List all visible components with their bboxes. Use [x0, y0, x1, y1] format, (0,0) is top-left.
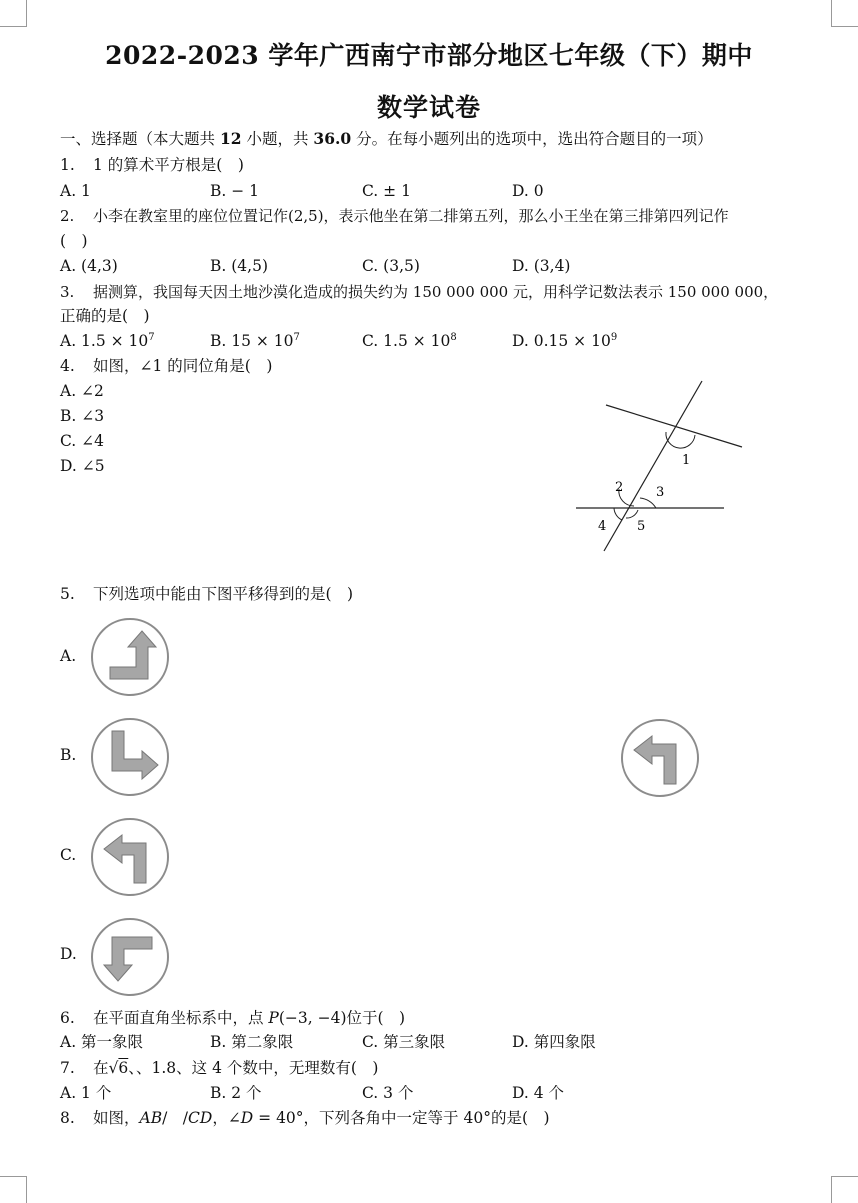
q3-option-a: A. $1.5 \times 10^7$ [60, 332, 155, 350]
question-7: 7. 在√6、、1.8、这 4 个数中，无理数有( ) [60, 1059, 379, 1077]
angle-label-5: 5 [637, 519, 646, 534]
angle-5-arc [626, 510, 638, 518]
q5-option-a-label: A. [60, 647, 77, 665]
question-3-continued: 正确的是( ) [60, 307, 150, 325]
question-2: 2. 小李在教室里的座位位置记作(2,5)，表示他坐在第二排第五列，那么小王坐在第三排第四列记作 [60, 207, 729, 225]
q7-option-d: D. 4 个 [512, 1084, 565, 1102]
q7-option-c: C. 3 个 [362, 1084, 414, 1102]
angle-1-arc [666, 432, 695, 448]
angle-4-arc [614, 508, 622, 520]
q4-option-a: A. ∠2 [60, 382, 104, 400]
q4-option-c: C. ∠4 [60, 432, 105, 450]
q5-option-c-label: C. [60, 846, 77, 864]
angle-label-4: 4 [598, 519, 607, 534]
q2-option-c: C. (3,5) [362, 257, 420, 275]
q5-reference-arrow-icon [620, 718, 700, 798]
q1-option-a: A. 1 [60, 182, 91, 200]
question-5: 5. 下列选项中能由下图平移得到的是( ) [60, 585, 354, 603]
q5-option-d-arrow-icon [90, 917, 170, 997]
question-3: 3. 据测算，我国每天因土地沙漠化造成的损失约为 150 000 000 元，用科学记数法表示 150 000 000， [60, 283, 779, 301]
q2-option-d: D. (3,4) [512, 257, 571, 275]
exam-title: 2022-2023 学年广西南宁市部分地区七年级（下）期中 [105, 41, 753, 70]
crop-mark-top-right [831, 0, 858, 27]
q3-option-d: D. $0.15 \times 10^9$ [512, 332, 618, 350]
question-4: 4. 如图，∠1 的同位角是( ) [60, 357, 273, 375]
angle-label-1: 1 [682, 453, 691, 468]
angle-label-2: 2 [615, 480, 624, 495]
crop-mark-top-left [0, 0, 27, 27]
section-header: 一、选择题（本大题共 12 小题，共 36.0 分。在每小题列出的选项中，选出符合题目的一项） [60, 129, 713, 148]
q7-option-a: A. 1 个 [60, 1084, 112, 1102]
q3-option-c: C. $1.5 \times 10^8$ [362, 332, 457, 350]
q4-option-d: D. ∠5 [60, 457, 105, 475]
q1-option-c: C. ± 1 [362, 182, 411, 200]
q5-option-c-arrow-icon [90, 817, 170, 897]
q1-option-b: B. − 1 [210, 182, 260, 200]
question-6: 6. 在平面直角坐标系中，点 𝑃(−3, −4)位于( ) [60, 1009, 406, 1027]
q5-option-b-label: B. [60, 746, 77, 764]
q5-option-a-arrow-icon [90, 617, 170, 697]
q6-option-b: B. 第二象限 [210, 1033, 294, 1051]
exam-subtitle: 数学试卷 [376, 93, 481, 122]
q4-angle-figure [570, 375, 750, 555]
question-2-continued: ( ) [60, 232, 88, 250]
angle-3-arc [640, 498, 656, 508]
q5-option-b-arrow-icon [90, 717, 170, 797]
q2-option-b: B. (4,5) [210, 257, 268, 275]
q6-option-a: A. 第一象限 [60, 1033, 144, 1051]
q6-option-c: C. 第三象限 [362, 1033, 446, 1051]
angle-label-3: 3 [656, 485, 665, 500]
q7-option-b: B. 2 个 [210, 1084, 262, 1102]
q5-option-d-label: D. [60, 945, 77, 963]
crop-mark-bottom-right [831, 1176, 858, 1203]
q2-option-a: A. (4,3) [60, 257, 118, 275]
q6-option-d: D. 第四象限 [512, 1033, 596, 1051]
crop-mark-bottom-left [0, 1176, 27, 1203]
question-8: 8. 如图，𝐴𝐵/ /𝐶𝐷，∠𝐷 = 40°，下列各角中一定等于 40°的是( ) [60, 1109, 550, 1127]
q4-option-b: B. ∠3 [60, 407, 105, 425]
q1-option-d: D. 0 [512, 182, 544, 200]
line-top-transversal [606, 405, 742, 447]
question-1: 1. 1 的算术平方根是( ) [60, 156, 244, 174]
q3-option-b: B. $15 \times 10^7$ [210, 332, 300, 350]
